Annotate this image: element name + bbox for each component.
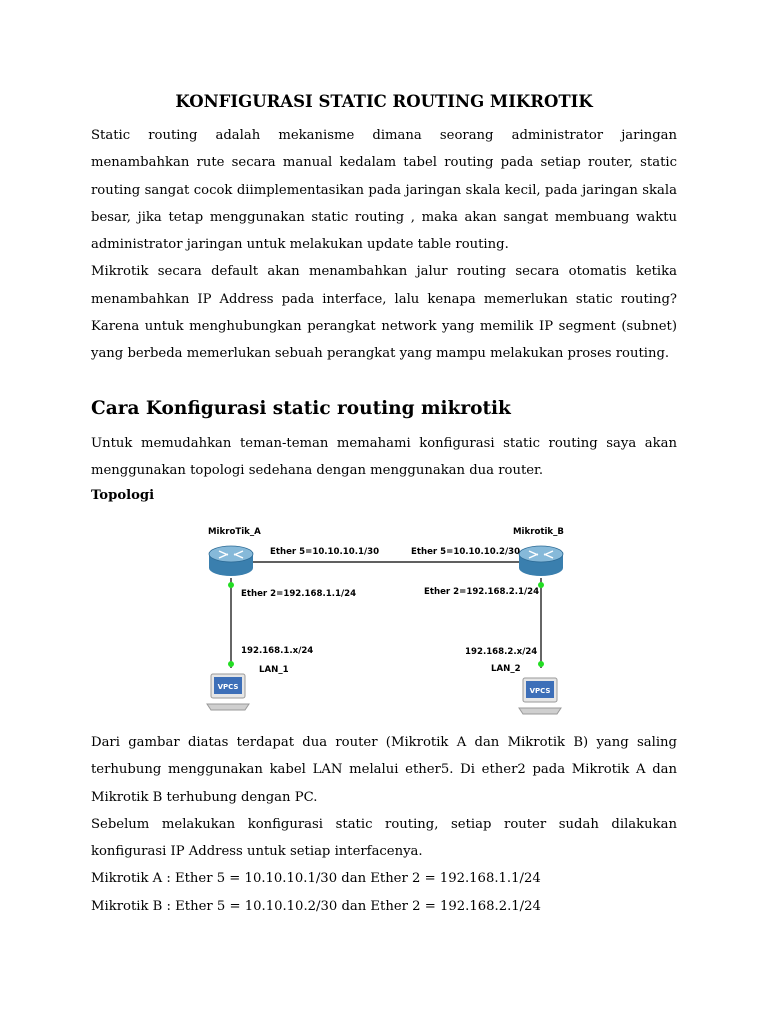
router-b-ether2-label: Ether 2=192.168.2.1/24 xyxy=(424,587,540,597)
explanation-paragraph-1: Dari gambar diatas terdapat dua router (Mikrotik A dan Mikrotik B) yang saling terhubung menggunakan kabel LAN melalui ether5. Di ether2 pada Mikrotik A dan Mikrotik B terhubung dengan PC. xyxy=(91,735,677,805)
intro-paragraph-1: Static routing adalah mekanisme dimana seorang administrator jaringan menambahkan rute secara manual kedalam tabel routing pada setiap router, static routing sangat cocok diimplementasikan pada jaringan skala kecil, pada jaringan skala besar, jika tetap menggunakan static routing , maka akan sangat membuang waktu administrator jaringan untuk melakukan update table routing. xyxy=(91,128,677,253)
topology-diagram xyxy=(195,518,585,723)
port-a-ether2 xyxy=(228,582,234,588)
explanation-section xyxy=(91,729,677,920)
port-pc-a xyxy=(228,661,234,667)
config-line-b: Mikrotik B : Ether 5 = 10.10.10.2/30 dan Ether 2 = 192.168.2.1/24 xyxy=(91,898,541,914)
section-heading: Cara Konfigurasi static routing mikrotik xyxy=(91,398,511,419)
pc-a-lan-label: LAN_1 xyxy=(259,665,289,675)
router-b-name: Mikrotik_B xyxy=(513,527,564,537)
topology-label: Topologi xyxy=(91,488,155,503)
section-body xyxy=(91,430,677,485)
pc-b-icon xyxy=(519,678,561,714)
router-b-icon xyxy=(519,546,563,576)
router-a-ether2-label: Ether 2=192.168.1.1/24 xyxy=(241,589,357,599)
router-a-ether5-label: Ether 5=10.10.10.1/30 xyxy=(270,547,380,557)
pc-a-network-label: 192.168.1.x/24 xyxy=(241,646,314,656)
pc-a-screen-label: VPCS xyxy=(217,683,239,691)
explanation-paragraph-2: Sebelum melakukan konfigurasi static routing, setiap router sudah dilakukan konfigurasi IP Address untuk setiap interfacenya. xyxy=(91,816,677,860)
router-b-ether5-label: Ether 5=10.10.10.2/30 xyxy=(411,547,521,557)
pc-b-network-label: 192.168.2.x/24 xyxy=(465,647,538,657)
intro-section xyxy=(91,122,677,368)
pc-a-icon xyxy=(207,674,249,710)
pc-b-screen-label: VPCS xyxy=(529,687,551,695)
document-title: KONFIGURASI STATIC ROUTING MIKROTIK xyxy=(175,92,593,111)
router-a-name: MikroTik_A xyxy=(208,527,261,537)
pc-b-lan-label: LAN_2 xyxy=(491,664,521,674)
router-a-icon xyxy=(209,546,253,576)
port-pc-b xyxy=(538,661,544,667)
section-paragraph: Untuk memudahkan teman-teman memahami konfigurasi static routing saya akan menggunakan topologi sedehana dengan menggunakan dua router. xyxy=(91,436,677,479)
intro-paragraph-2: Mikrotik secara default akan menambahkan jalur routing secara otomatis ketika menambahkan IP Address pada interface, lalu kenapa memerlukan static routing? Karena untuk menghubungkan perangkat network yang memilik IP segment (subnet) yang berbeda memerlukan sebuah perangkat yang mampu melakukan proses routing. xyxy=(91,264,677,362)
config-line-a: Mikrotik A : Ether 5 = 10.10.10.1/30 dan Ether 2 = 192.168.1.1/24 xyxy=(91,871,541,887)
